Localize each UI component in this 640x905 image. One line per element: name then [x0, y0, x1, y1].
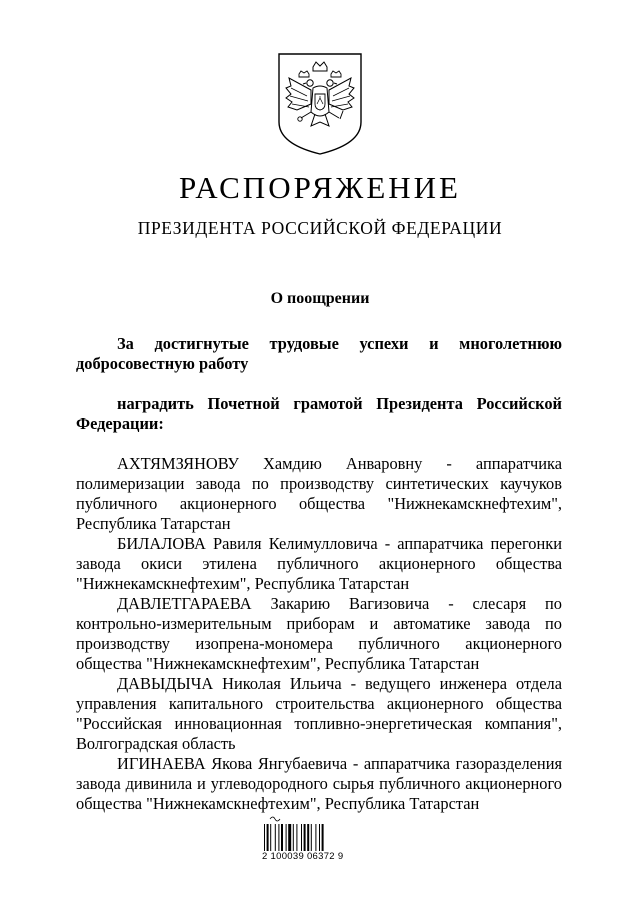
document-subject: О поощрении — [270, 290, 370, 307]
awardee-entry: БИЛАЛОВА Равиля Келимуллoвича - аппаратчика перегонки завода окиси этилена публичного акционерного общества "Нижнекамскнефтехим", Республика Татарстан — [76, 534, 562, 593]
document-body — [76, 334, 562, 814]
barcode-number: 2 100039 06372 9 — [262, 851, 344, 862]
decision-paragraph: наградить Почетной грамотой Президента Российской Федерации: — [76, 394, 562, 433]
preamble-paragraph: За достигнутые трудовые успехи и многолетнюю добросовестную работу — [76, 334, 562, 373]
awardee-entry: ДАВЛЕТГАРАЕВА Закарию Вагизовича - слесаря по контрольно-измерительным приборам и автоматике завода по производству изопрена-мономера публичного акционерного общества "Нижнекамскнефтехим", Республика Татарстан — [76, 594, 562, 673]
barcode — [262, 814, 342, 852]
document-footer — [262, 814, 412, 864]
awardee-entry: АХТЯМЗЯНОВУ Хамдию Анваровну - аппаратчика полимеризации завода по производству синтетических каучуков публичного акционерного общества "Нижнекамскнефтехим", Республика Татарстан — [76, 454, 562, 533]
awardee-list — [76, 454, 562, 814]
document-title: РАСПОРЯЖЕНИЕ — [179, 170, 461, 205]
coat-of-arms-emblem — [277, 52, 363, 156]
document-subtitle: ПРЕЗИДЕНТА РОССИЙСКОЙ ФЕДЕРАЦИИ — [137, 218, 503, 238]
awardee-entry: ДАВЫДЫЧА Николая Ильича - ведущего инженера отдела управления капитального строительства акционерного общества "Российская инновационная топливно-энергетическая компания", Волгоградская область — [76, 674, 562, 753]
awardee-entry: ИГИНАЕВА Якова Янгубаевича - аппаратчика газоразделения завода дивинила и углеводородного сырья публичного акционерного общества "Нижнекамскнефтехим", Республика Татарстан — [76, 754, 562, 813]
